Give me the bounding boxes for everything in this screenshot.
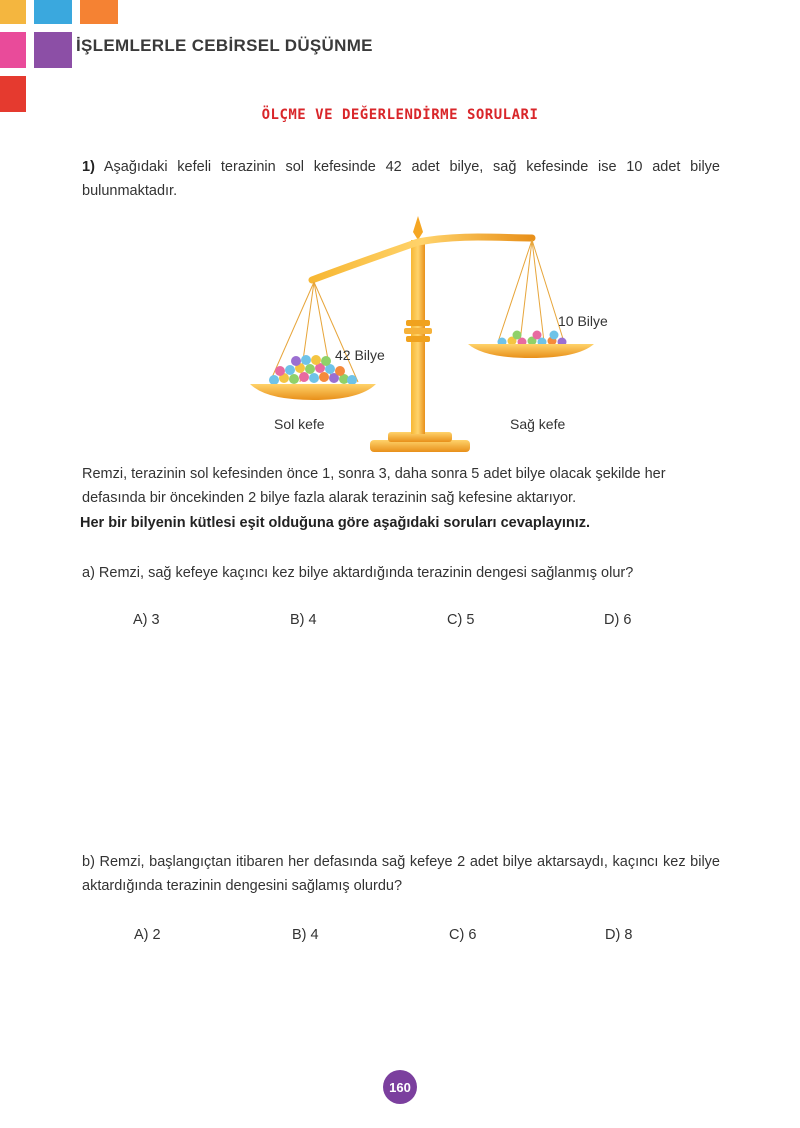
part-b-question: b) Remzi, başlangıçtan itibaren her defasında sağ kefeye 2 adet bilye aktarsaydı, kaçıncı kez bilye aktardığında terazinin dengesini sağlamış olurdu?	[82, 854, 720, 894]
section-title: ÖLÇME VE DEĞERLENDİRME SORULARI	[261, 107, 539, 123]
scale-collar	[406, 336, 430, 342]
part-a-option-b[interactable]: B) 4	[290, 612, 317, 628]
question-1-intro	[82, 155, 720, 203]
header-title: İŞLEMLERLE CEBİRSEL DÜŞÜNME	[76, 36, 373, 55]
balance-scale-figure	[240, 212, 640, 457]
part-a-question: a) Remzi, sağ kefeye kaçıncı kez bilye aktardığında terazinin dengesi sağlanmış olur?	[82, 565, 634, 581]
part-a-option-d[interactable]: D) 6	[604, 612, 632, 628]
question-1-instruction: Her bir bilyenin kütlesi eşit olduğuna göre aşağıdaki soruları cevaplayınız.	[80, 515, 591, 531]
right-pan-label: Sağ kefe	[510, 416, 566, 432]
right-pan	[468, 344, 594, 358]
part-b-option-d[interactable]: D) 8	[605, 927, 633, 943]
part-b-option-b[interactable]: B) 4	[292, 927, 319, 943]
page-number: 160	[389, 1079, 411, 1095]
scale-collar	[406, 320, 430, 326]
corner-square-orange	[80, 0, 118, 24]
page-number-badge	[383, 1070, 417, 1104]
part-b-option-c[interactable]: C) 6	[449, 927, 477, 943]
part-b-option-a[interactable]: A) 2	[134, 927, 161, 943]
corner-square-pink	[0, 32, 26, 68]
question-number: 1)	[82, 159, 95, 175]
part-a-option-c[interactable]: C) 5	[447, 612, 475, 628]
corner-square-purple	[34, 32, 72, 68]
scale-finial	[413, 216, 423, 240]
corner-square-blue	[34, 0, 72, 24]
left-pan-label: Sol kefe	[274, 416, 325, 432]
left-pan	[250, 384, 376, 400]
balance-scale-illustration	[240, 212, 640, 457]
part-a-option-a[interactable]: A) 3	[133, 612, 160, 628]
right-pan-strings	[498, 240, 564, 342]
question-1-intro-text: Aşağıdaki kefeli terazinin sol kefesinde 42 adet bilye, sağ kefesinde ise 10 adet bilye bulunmaktadır.	[82, 159, 720, 199]
right-amount-label: 10 Bilye	[558, 313, 608, 329]
left-amount-label: 42 Bilye	[335, 347, 385, 363]
question-1-story: Remzi, terazinin sol kefesinden önce 1, sonra 3, daha sonra 5 adet bilye olacak şekilde her defasında bir öncekinden 2 bilye fazla alarak terazinin sağ kefesine aktarıyor.	[82, 466, 666, 506]
corner-square-yellow	[0, 0, 26, 24]
scale-collar	[404, 328, 432, 334]
